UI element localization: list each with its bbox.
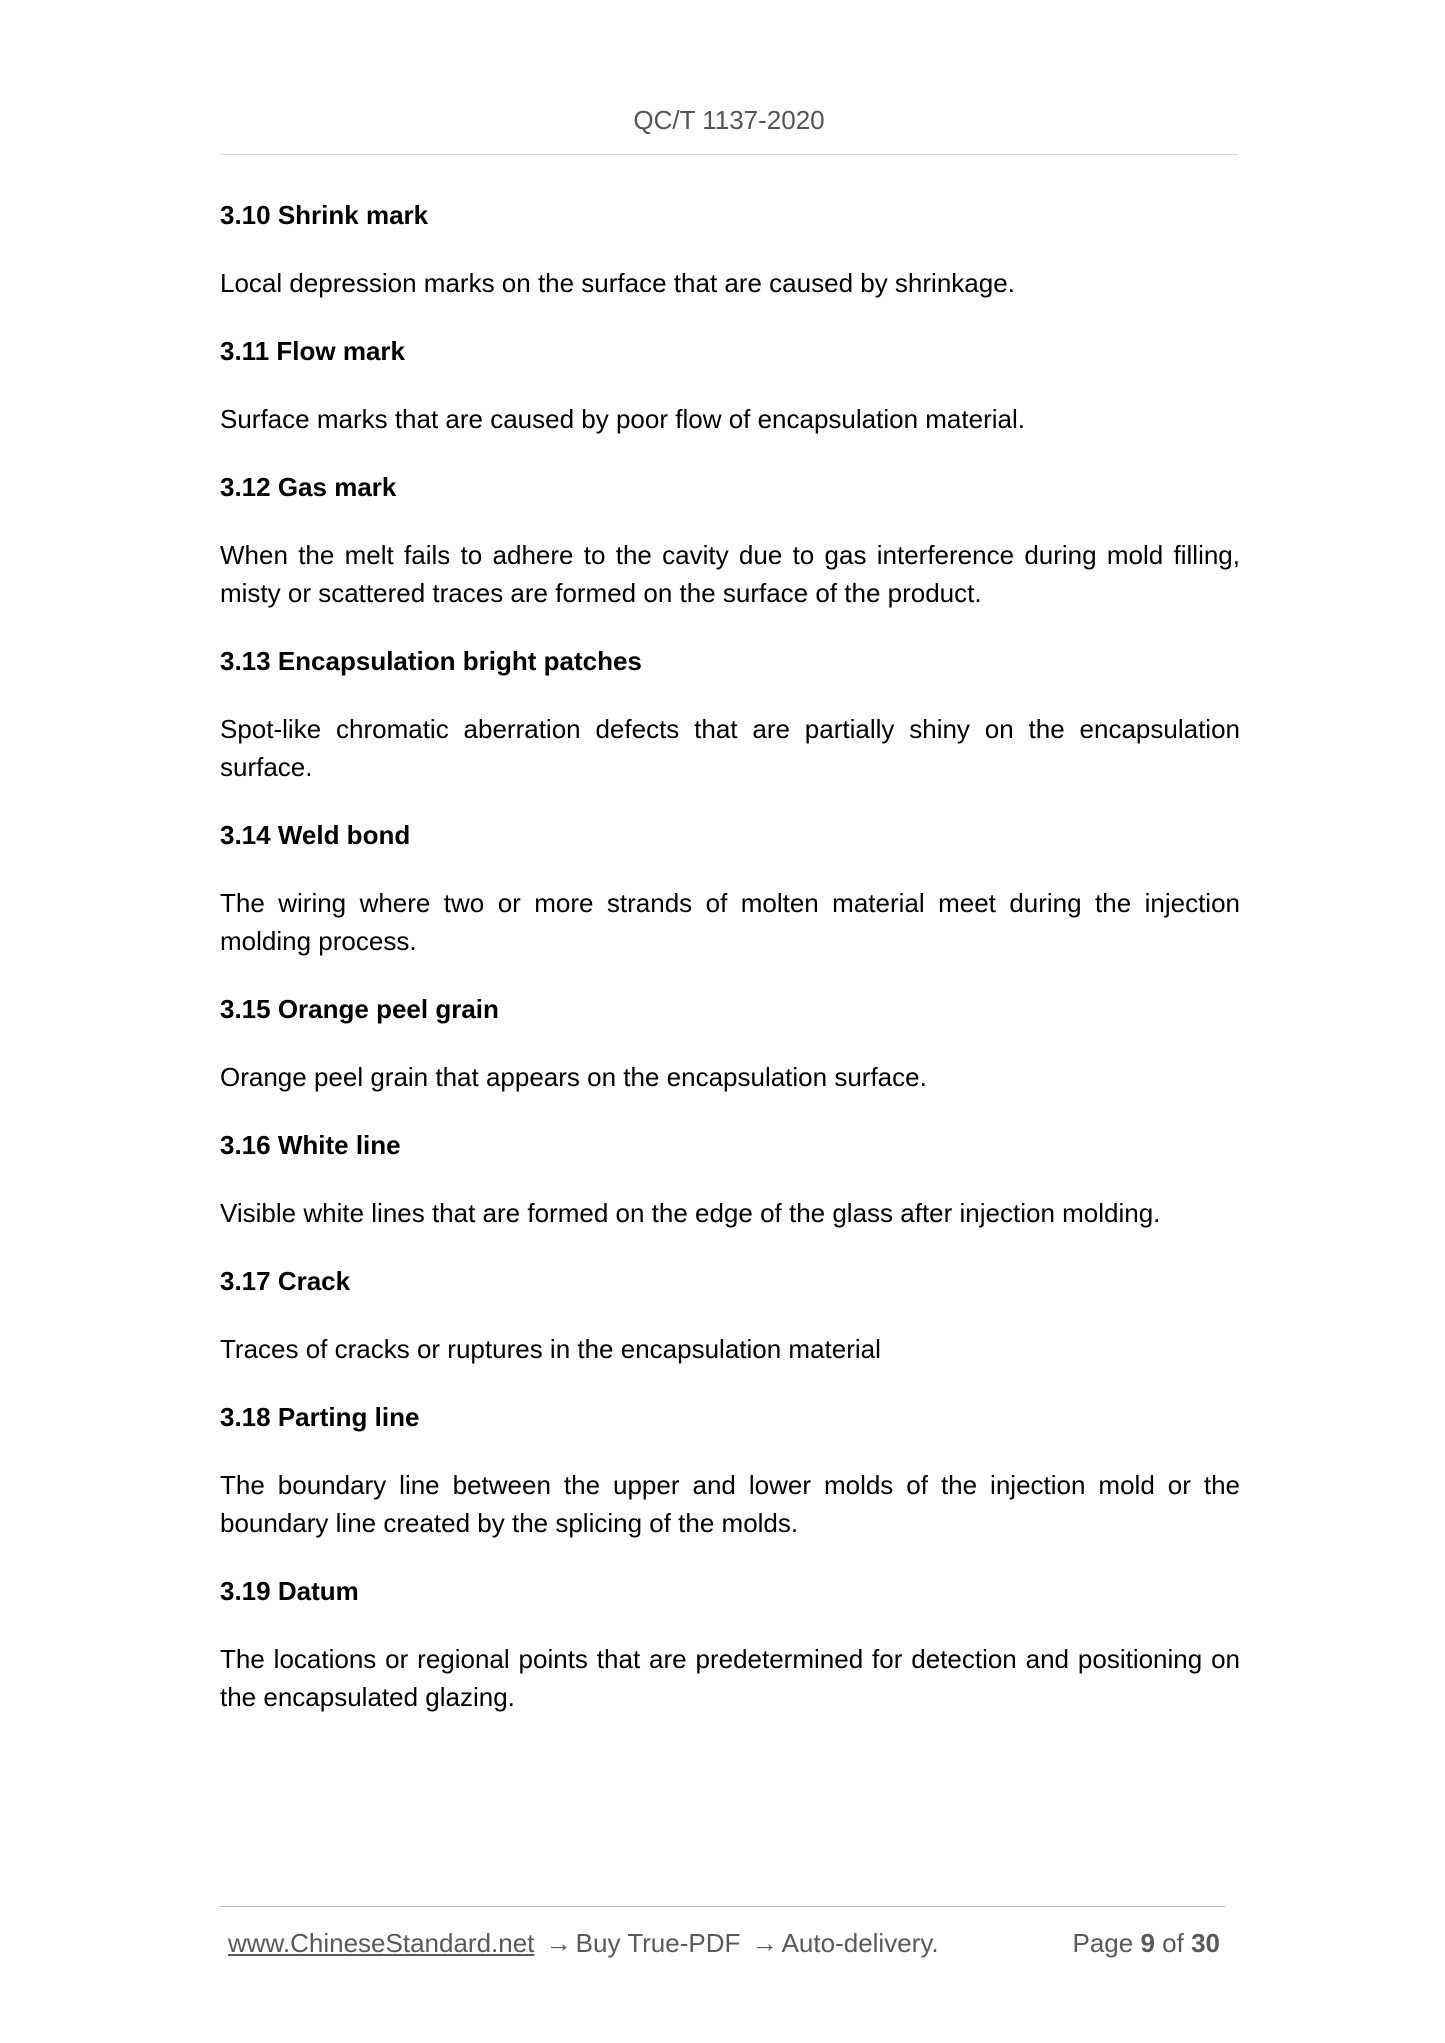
footer-divider (220, 1906, 1226, 1907)
footer-promo (228, 1923, 939, 1963)
page-total: 30 (1191, 1928, 1220, 1958)
term-heading: 3.10 Shrink mark (220, 200, 429, 230)
term-heading: 3.17 Crack (220, 1266, 351, 1296)
term-3-13 (220, 642, 1240, 786)
term-3-16 (220, 1126, 1240, 1232)
term-heading: 3.15 Orange peel grain (220, 994, 499, 1024)
page-prefix: Page (1072, 1928, 1134, 1958)
buy-text: Buy True-PDF (575, 1928, 741, 1958)
term-3-14 (220, 816, 1240, 960)
term-definition: The boundary line between the upper and lower molds of the injection mold or the boundary line created by the splicing of the molds. (220, 1470, 1240, 1538)
arrow-right-icon: → (751, 1928, 778, 1958)
term-definition: Spot-like chromatic aberration defects that are partially shiny on the encapsulation surface. (220, 714, 1240, 782)
page-current: 9 (1140, 1928, 1155, 1958)
term-definition: When the melt fails to adhere to the cavity due to gas interference during mold filling, misty or scattered traces are formed on the surface of the product. (220, 540, 1240, 608)
term-definition: Traces of cracks or ruptures in the encapsulation material (220, 1334, 881, 1364)
term-heading: 3.12 Gas mark (220, 472, 397, 502)
term-heading: 3.14 Weld bond (220, 820, 411, 850)
term-heading: 3.18 Parting line (220, 1402, 420, 1432)
term-definition: Local depression marks on the surface that are caused by shrinkage. (220, 268, 1015, 298)
running-header: QC/T 1137-2020 (633, 105, 825, 135)
term-3-12 (220, 468, 1240, 612)
term-definition: The wiring where two or more strands of molten material meet during the injection molding process. (220, 888, 1240, 956)
term-3-18 (220, 1398, 1240, 1542)
term-heading: 3.16 White line (220, 1130, 401, 1160)
term-definition: The locations or regional points that are predetermined for detection and positioning on the encapsulated glazing. (220, 1644, 1240, 1712)
term-3-17 (220, 1262, 1240, 1368)
term-heading: 3.11 Flow mark (220, 336, 405, 366)
terms-section (220, 196, 1240, 1746)
term-3-15 (220, 990, 1240, 1096)
site-link[interactable]: www.ChineseStandard.net (228, 1928, 535, 1958)
term-3-11 (220, 332, 1240, 438)
arrow-right-icon: → (545, 1928, 572, 1958)
page-number (1072, 1923, 1220, 1963)
term-3-19 (220, 1572, 1240, 1716)
term-heading: 3.19 Datum (220, 1576, 359, 1606)
term-definition: Orange peel grain that appears on the encapsulation surface. (220, 1062, 927, 1092)
term-3-10 (220, 196, 1240, 302)
term-definition: Surface marks that are caused by poor flow of encapsulation material. (220, 404, 1025, 434)
page-of: of (1162, 1928, 1184, 1958)
header-divider (220, 154, 1238, 155)
page-footer (228, 1923, 1226, 1963)
term-heading: 3.13 Encapsulation bright patches (220, 646, 642, 676)
term-definition: Visible white lines that are formed on the edge of the glass after injection molding. (220, 1198, 1161, 1228)
delivery-text: Auto-delivery. (781, 1928, 939, 1958)
